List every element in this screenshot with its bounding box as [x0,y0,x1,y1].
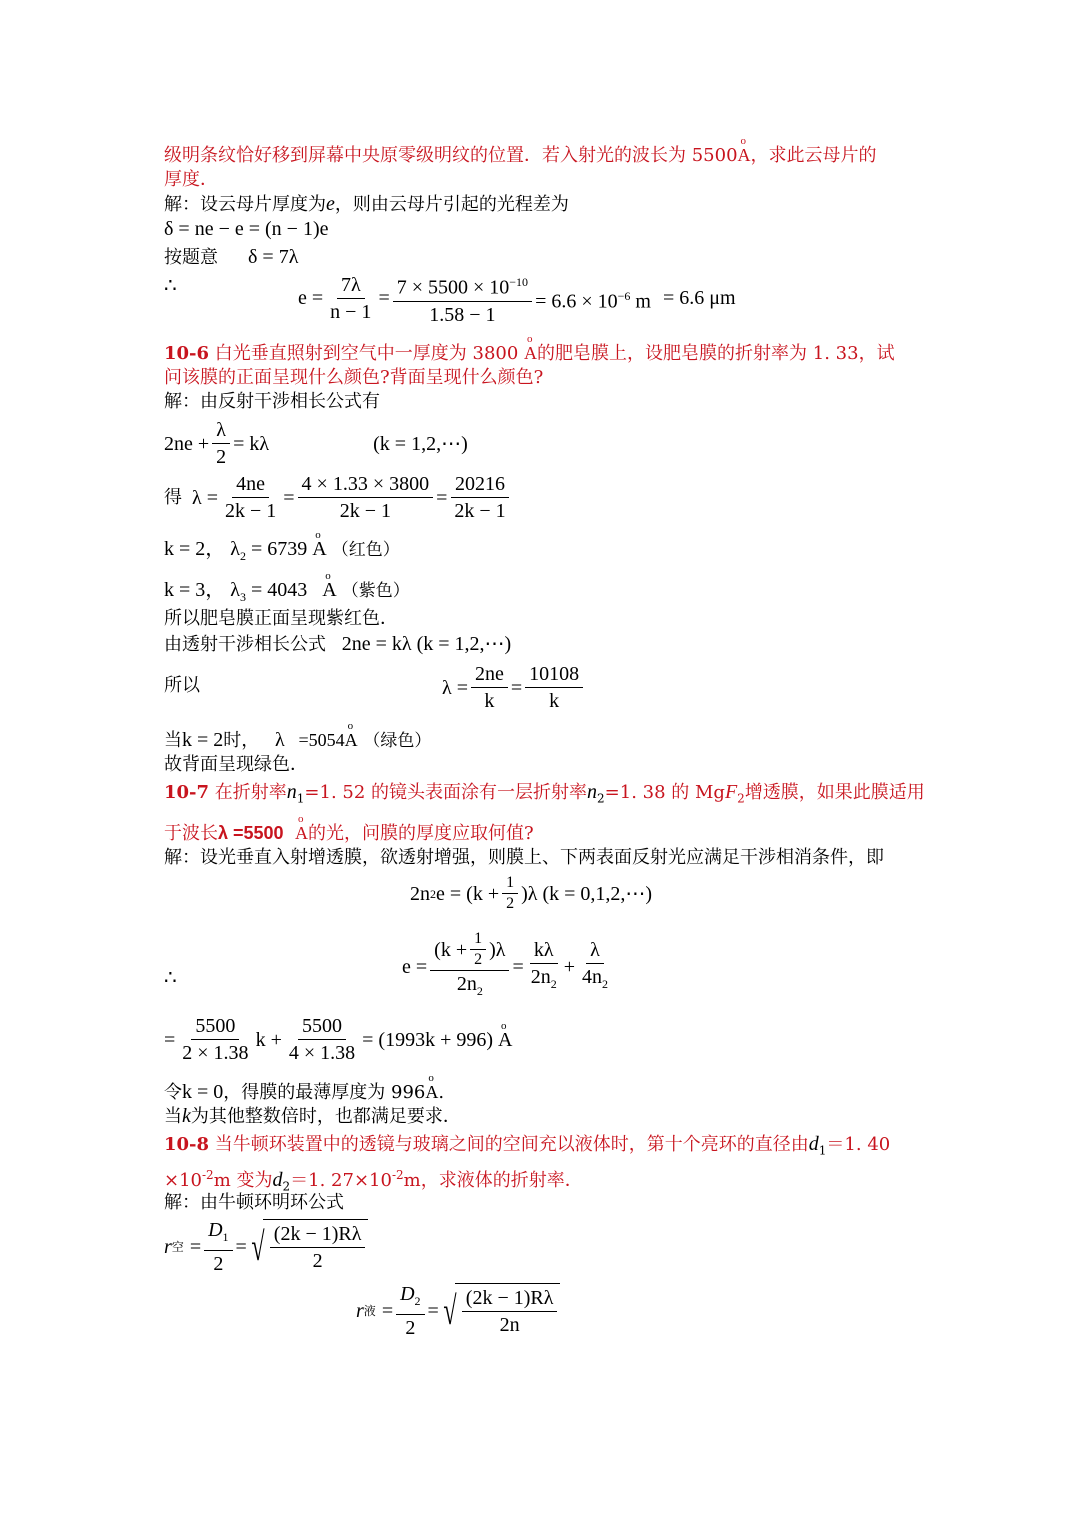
subscript: 2 [597,791,605,806]
text: . [438,1082,445,1103]
denominator: 2 [506,895,515,912]
condition: (k = 1,2,⋯) [373,432,468,455]
angstrom-unit: o A [738,143,751,167]
text: =1. 52 的镜头表面涂有一层折射率 [304,782,588,803]
fraction [285,1014,359,1065]
lambda: λ [275,729,285,751]
text: ，则由云母片引起的光程差为 [334,194,569,215]
front-conclusion: 所以肥皂膜正面呈现紫红色． [164,608,398,629]
equals: = [381,1300,394,1322]
solution-2-intro: 解：由反射干涉相长公式有 [164,391,380,412]
back-conclusion: 故背面呈现绿色． [164,754,308,775]
problem-10-8-line1 [164,1132,890,1163]
subscript: 3 [239,590,246,604]
fraction [471,662,508,713]
lhs: λ = [442,676,468,699]
fraction [326,273,375,324]
numerator [430,930,509,971]
thickness-equation [298,270,736,327]
var: n [587,781,598,803]
text: D [400,1283,415,1305]
result: = (1993k + 996) [362,1028,494,1051]
denominator: k [549,690,560,712]
transmission-line [164,632,511,657]
numerator: 4ne [232,472,269,498]
subscript: 2 [602,976,609,991]
text: 7 × 5500 × 10 [396,276,510,299]
angstrom-unit: o A [295,821,308,845]
numerator: λ [586,938,604,964]
text: 级明条纹恰好移到屏幕中央原零级明纹的位置．若入射光的波长为 5500 [164,145,738,166]
denominator: 2k − 1 [339,500,391,522]
angstrom-unit: o A [345,728,358,752]
value: λ =5500 [218,823,284,843]
text: 由透射干涉相长公式 [164,634,326,655]
angstrom-unit: o A [498,1028,512,1052]
angstrom-unit: o A [425,1080,438,1104]
var: d [808,1133,819,1155]
text: k = 3， λ [164,579,240,601]
equals: = [235,1236,247,1258]
fraction [270,1222,366,1273]
text: 2n [410,882,430,905]
problem-10-7-line1 [164,780,925,811]
subscript: 2 [430,886,436,901]
var: r [164,1236,172,1258]
text: =1. 38 的 Mg [604,782,725,803]
text: m，求液体的折射率． [403,1170,583,1191]
numerator: 1 [502,874,518,894]
denominator: 2 [474,951,483,968]
subscript: 2 [550,976,557,991]
reflection-equation [164,418,468,469]
equals: = [164,1028,176,1051]
text: 的肥皂膜上，设肥皂膜的折射率为 1. 33，试 [537,343,895,364]
denominator: 4 × 1.38 [288,1042,356,1064]
fraction [221,472,280,523]
text: 当牛顿环装置中的透镜与玻璃之间的空间充以液体时，第十个亮环的直径由 [214,1134,809,1155]
suoyi-label: 所以 [164,675,200,696]
numerator: 1 [470,930,486,950]
text: ＝1. 40 [826,1134,891,1155]
var: F [724,781,738,803]
k2-result [164,537,400,568]
equals: = [510,676,523,699]
radius-liquid-equation [356,1282,560,1340]
rhs: = kλ [233,432,270,455]
problem-number: 10-8 [164,1134,210,1155]
equals: = [189,1236,202,1258]
result [535,284,651,314]
text: 4n [582,965,603,988]
var: k = 0 [182,1081,224,1103]
text: )λ (k = 0,1,2,⋯) [521,882,653,905]
var: e [326,193,335,215]
plus: + [563,955,576,978]
numerator: 20216 [451,472,509,498]
result-micron: = 6.6 μm [662,287,736,310]
text: 的光，问膜的厚度应取何值? [308,823,534,844]
var: r [356,1300,364,1322]
text: 为其他整数倍时，也都满足要求． [190,1106,461,1127]
text: 于波长 [164,823,218,844]
problem-10-7-line2 [164,821,534,846]
color-label: （紫色） [341,581,410,601]
equation-path-difference: δ = ne − e = (n − 1)e [164,218,329,240]
problem-10-5-line2: 厚度． [164,169,218,190]
text: 增透膜，如果此膜适用 [744,782,925,803]
angstrom-unit: o A [524,341,537,365]
denominator [578,964,612,996]
denominator: k [484,690,495,712]
k2-transmission [164,728,431,753]
subscript: 2 [476,984,483,998]
var: k [182,1105,191,1127]
problem-10-6-line2: 问该膜的正面呈现什么颜色?背面呈现什么颜色? [164,367,544,388]
numerator: (2k − 1)Rλ [462,1286,558,1312]
denominator [453,971,487,1003]
subscript: 2 [239,549,246,563]
lhs: e = [298,287,324,310]
fraction [450,472,509,523]
angstrom-unit: o A [312,537,326,561]
radius-air-equation [164,1218,368,1276]
fraction [470,930,486,969]
subscript: 1 [818,1143,827,1158]
denominator: 2 [312,1250,323,1272]
denominator: 2k − 1 [224,500,277,522]
text: 白光垂直照射到空气中一厚度为 3800 [214,343,519,364]
fraction [298,472,434,523]
numerator: 7λ [337,273,365,299]
fraction [578,938,612,996]
denominator: 2 [216,446,227,468]
fraction [204,1218,232,1276]
fraction [396,1282,424,1340]
radicand [455,1283,561,1339]
numerator: λ [212,418,230,444]
therefore-symbol: ∴ [164,275,177,297]
transmission-wavelength-equation [442,662,586,713]
exponent: −10 [509,275,529,289]
thickness-general-equation [402,930,615,1003]
var: n [286,781,297,803]
text: k + [255,1028,282,1051]
equation: δ = 7λ [248,246,299,268]
radical-sign: √ [443,1288,457,1333]
subscript: 2 [737,791,745,806]
text: ＝1. 27×10 [290,1170,392,1191]
exponent: -2 [391,1168,404,1182]
text: 当 [164,1106,182,1127]
var: k = 2 [182,729,224,751]
value: = 4043 [250,579,308,601]
text: e = (k + [436,882,500,905]
solution-1-intro [164,192,569,217]
numerator: (2k − 1)Rλ [270,1222,366,1248]
subscript: 1 [222,1230,229,1244]
text: ，得膜的最薄厚度为 996 [223,1082,426,1103]
fraction [178,1014,252,1065]
numerator: kλ [530,938,558,964]
angstrom-unit: o A [322,578,336,602]
fraction [527,938,561,996]
condition-line [164,245,298,270]
numerator [393,270,532,302]
fraction [462,1286,558,1337]
square-root [247,1219,369,1275]
color-label: （绿色） [363,731,432,751]
numerator: 5500 [298,1014,346,1040]
subscript: 液 [363,1304,376,1318]
label: 按题意 [164,247,218,268]
denominator: 2 × 1.38 [182,1042,249,1064]
exponent: -2 [202,1168,214,1182]
equals: = [427,1300,439,1322]
denominator: 2k − 1 [454,500,506,522]
text: m 变为 [213,1170,273,1191]
var: d [272,1169,283,1191]
problem-number: 10-6 [164,343,210,364]
text: (k + [434,938,468,961]
text: 在折射率 [214,782,287,803]
text: D [208,1219,223,1241]
numerator: 5500 [191,1014,239,1040]
subscript: 2 [414,1294,421,1308]
numerator [204,1218,232,1251]
solution-4-intro: 解：由牛顿环明环公式 [164,1192,344,1213]
fraction [393,270,532,327]
therefore-symbol-2: ∴ [164,967,177,989]
fraction [525,662,583,713]
square-root [439,1283,561,1339]
numerator: 10108 [525,662,583,688]
equals: = [512,955,524,978]
subscript: 空 [171,1240,184,1254]
text: 2n [456,973,477,995]
denominator: n − 1 [330,300,372,323]
denominator [527,964,561,996]
text: k = 2， λ [164,538,240,560]
denominator: 1.58 − 1 [429,303,496,326]
text: )λ [489,938,506,961]
fraction [502,874,518,913]
exponent: −6 [617,288,631,303]
problem-10-5-line1 [164,143,877,168]
label: 得 [164,486,182,508]
denominator: 2 [405,1317,416,1339]
fraction [212,418,230,469]
text: 2n [530,965,551,988]
color-label: （红色） [331,540,400,560]
unit: m [635,290,651,313]
text: 时， [223,730,260,751]
text: ，求此云母片的 [750,145,877,166]
k3-result [164,578,410,609]
lhs: 2ne + [164,432,210,455]
denominator: 2n [499,1314,520,1336]
numerator: 2ne [471,662,508,688]
text: = 6.6 × 10 [535,290,618,313]
solution-3-intro: 解：设光垂直入射增透膜，欲透射增强，则膜上、下两表面反射光应满足干涉相消条件，即 [164,847,884,868]
equals: = [436,486,448,509]
value: = 6739 [250,538,308,560]
denominator: 2 [213,1253,224,1275]
minimum-thickness-line [164,1080,444,1105]
subscript: 1 [296,791,305,806]
numerator [396,1282,424,1315]
problem-number: 10-7 [164,782,210,803]
equals: = [283,486,295,509]
equation: 2ne = kλ (k = 1,2,⋯) [341,633,512,655]
text: 令 [164,1082,182,1103]
text: ×10 [164,1170,202,1191]
text: 当 [164,730,182,751]
text: 解：设云母片厚度为 [164,194,326,215]
thickness-numeric-equation [164,1014,512,1065]
wavelength-equation [164,472,513,523]
lhs: e = [402,955,428,978]
radicand [263,1219,369,1275]
value: =5054 [298,730,345,750]
equals: = [378,287,390,310]
fraction [430,930,509,1003]
destructive-condition [410,874,652,913]
radical-sign: √ [251,1224,265,1269]
problem-10-6-line1 [164,341,895,366]
other-integers-line [164,1104,461,1129]
numerator: 4 × 1.33 × 3800 [298,472,434,498]
lhs: λ = [192,486,218,509]
subscript: 2 [282,1179,291,1194]
